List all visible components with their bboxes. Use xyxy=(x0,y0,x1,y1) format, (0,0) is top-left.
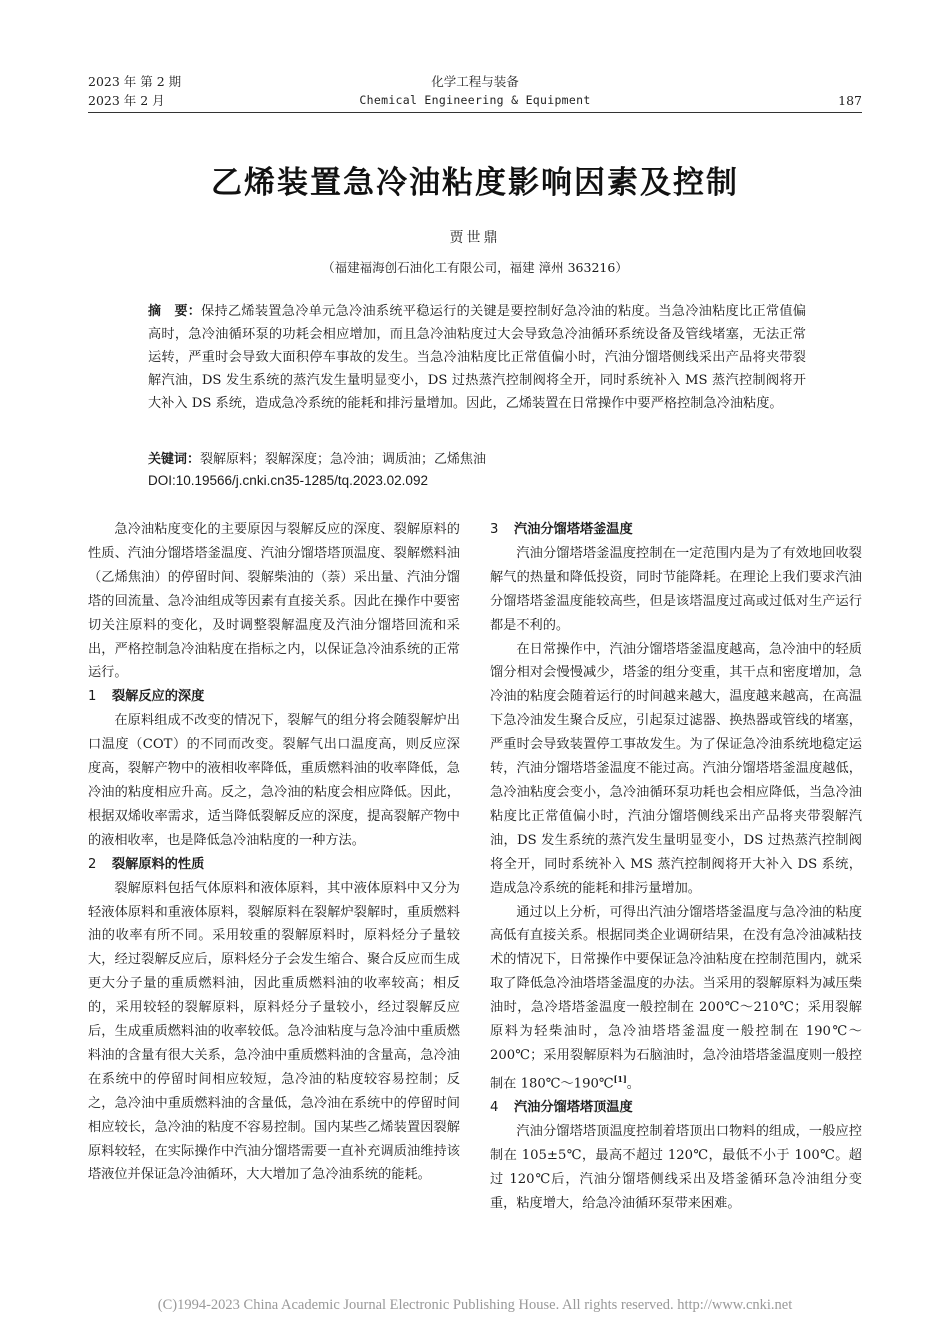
author: 贾世鼎 xyxy=(449,230,501,246)
section-3-heading xyxy=(490,518,862,542)
section-1-heading xyxy=(88,685,460,709)
section-4-title: 汽油分馏塔塔顶温度 xyxy=(514,1100,633,1116)
section-4-number: 4 xyxy=(490,1100,499,1116)
journal-name-en: Chemical Engineering & Equipment xyxy=(359,93,591,107)
affiliation: （福建福海创石油化工有限公司，福建 漳州 363216） xyxy=(322,260,628,275)
section-2-number: 2 xyxy=(88,856,97,872)
section-3-number: 3 xyxy=(490,522,499,537)
abstract-text: 保持乙烯装置急冷单元急冷油系统平稳运行的关键是要控制好急冷油的粘度。当急冷油粘度比正常值偏高时，急冷油循环泵的功耗会相应增加，而且急冷油粘度过大会导致急冷油循环系统设备及管线堵塞，无法正常运转，严重时会导致大面积停车事故的发生。当急冷油粘度比正常值偏小时，汽油分馏塔侧线采出产品将夹带裂解汽油，DS 发生系统的蒸汽发生量明显变小，DS 过热蒸汽控制阀将全开，同时系统补入 MS 蒸汽控制阀将开大补入 DS 系统，造成急冷系统的能耗和排污量增加。因此，乙烯装置在日常操作中要严格控制急冷油粘度。 xyxy=(148,304,806,411)
section-1-number: 1 xyxy=(88,689,97,705)
section-3-paragraph-2: 在日常操作中，汽油分馏塔塔釜温度越高，急冷油中的轻质馏分相对会慢慢减少，塔釜的组分变重，其干点和密度增加，急冷油的粘度会随着运行的时间越来越大，温度越来越高，在高温下急冷油发生聚合反应，引起泵过滤器、换热器或管线的堵塞，严重时会导致装置停工事故发生。为了保证急冷油系统地稳定运转，汽油分馏塔塔釜温度不能过高。汽油分馏塔塔釜温度越低，急冷油粘度会变小，急冷油循环泵功耗也会相应降低，当急冷油粘度比正常值偏小时，汽油分馏塔侧线采出产品将夹带裂解汽油，DS 发生系统的蒸汽发生量明显变小，DS 过热蒸汽控制阀将全开，同时系统补入 MS 蒸汽控制阀将开大补入 DS 系统，造成急冷系统的能耗和排污量增加。 xyxy=(490,641,862,896)
keywords xyxy=(148,450,806,470)
section-2-heading xyxy=(88,853,460,877)
abstract xyxy=(148,300,806,415)
section-3-paragraph-1: 汽油分馏塔塔釜温度控制在一定范围内是为了有效地回收裂解气的热量和降低投资，同时节能降耗。在理论上我们要求汽油分馏塔塔釜温度能较高些，但是该塔温度过高或过低对生产运行都是不利的。 xyxy=(490,545,862,633)
section-3-paragraph-3 xyxy=(490,901,862,1097)
section-2-title: 裂解原料的性质 xyxy=(112,856,205,872)
intro-paragraph: 急冷油粘度变化的主要原因与裂解反应的深度、裂解原料的性质、汽油分馏塔塔釜温度、汽油分馏塔塔顶温度、裂解燃料油（乙烯焦油）的停留时间、裂解柴油的（萘）采出量、汽油分馏塔的回流量、急冷油组成等因素有直接关系。因此在操作中要密切关注原料的变化，及时调整裂解温度及汽油分馏塔回流和采出，严格控制急冷油粘度在指标之内，以保证急冷油系统的正常运行。 xyxy=(88,522,460,681)
section-1-title: 裂解反应的深度 xyxy=(112,689,205,705)
section-2-paragraph: 裂解原料包括气体原料和液体原料，其中液体原料中又分为轻液体原料和重液体原料，裂解原料在裂解炉裂解时，重质燃料油的收率有所不同。采用较重的裂解原料时，原料烃分子量较大，经过裂解反应后，原料烃分子会发生缩合、聚合反应而生成更大分子量的重质燃料油，因此重质燃料油的收率较高；相反的，采用较轻的裂解原料，原料烃分子量较小，经过裂解反应后，生成重质燃料油的收率较低。急冷油粘度与急冷油中重质燃料油的含量有很大关系，急冷油中重质燃料油的含量高，急冷油在系统中的停留时间相应较短，急冷油的粘度较容易控制；反之，急冷油中重质燃料油的含量低，急冷油在系统中的停留时间相应较长，急冷油的粘度不容易控制。国内某些乙烯装置因裂解原料较轻，在实际操作中汽油分馏塔需要一直补充调质油维持该塔液位并保证急冷油循环，大大增加了急冷油系统的能耗。 xyxy=(88,880,460,1183)
abstract-label: 摘 要： xyxy=(148,304,202,319)
header-rule xyxy=(88,112,862,113)
page-number: 187 xyxy=(838,93,862,108)
keywords-label: 关键词： xyxy=(148,452,201,467)
copyright-footer: (C)1994-2023 China Academic Journal Electronic Publishing House. All rights reserved. http://www.cnki.net xyxy=(157,1297,793,1313)
reference-marker: [1] xyxy=(613,1073,627,1084)
right-column xyxy=(490,518,862,1216)
section-3-paragraph-3-text: 通过以上分析，可得出汽油分馏塔塔釜温度与急冷油的粘度高低有直接关系。根据同类企业调研结果，在没有急冷油减粘技术的情况下，日常操作中要保证急冷油粘度在控制范围内，就采取了降低急冷油塔塔釜温度的办法。当采用的裂解原料为减压柴油时，急冷塔塔釜温度一般控制在 200℃～210℃；采用裂解原料为轻柴油时，急冷油塔塔釜温度一般控制在 190℃～200℃；采用裂解原料为石脑油时，急冷油塔塔釜温度则一般控制在 180℃～190℃ xyxy=(490,904,862,1092)
section-1-paragraph: 在原料组成不改变的情况下，裂解气的组分将会随裂解炉出口温度（COT）的不同而改变。裂解气出口温度高，则反应深度高，裂解产物中的液相收率降低，重质燃料油的收率降低，急冷油的粘度相应升高。反之，急冷油的粘度会相应降低。因此，根据双烯收率需求，适当降低裂解反应的深度，提高裂解产物中的液相收率，也是降低急冷油粘度的一种方法。 xyxy=(88,713,460,848)
paper-title: 乙烯装置急冷油粘度影响因素及控制 xyxy=(211,165,739,201)
section-4-heading xyxy=(490,1096,862,1120)
section-3-paragraph-3-end: 。 xyxy=(626,1076,640,1092)
section-3-title: 汽油分馏塔塔釜温度 xyxy=(514,522,633,537)
left-column xyxy=(88,518,460,1187)
keywords-text: 裂解原料；裂解深度；急冷油；调质油；乙烯焦油 xyxy=(200,452,487,467)
issue-label: 2023 年 第 2 期 xyxy=(88,74,182,89)
date-label: 2023 年 2 月 xyxy=(88,93,165,108)
doi: DOI:10.19566/j.cnki.cn35-1285/tq.2023.02.092 xyxy=(148,473,428,488)
section-4-paragraph: 汽油分馏塔塔顶温度控制着塔顶出口物料的组成，一般应控制在 105±5℃，最高不超过 120℃，最低不小于 100℃。超过 120℃后，汽油分馏塔侧线采出及塔釜循环急冷油组分变重，粘度增大，给急冷油循环泵带来困难。 xyxy=(490,1124,862,1211)
journal-name-cn: 化学工程与装备 xyxy=(431,74,519,89)
